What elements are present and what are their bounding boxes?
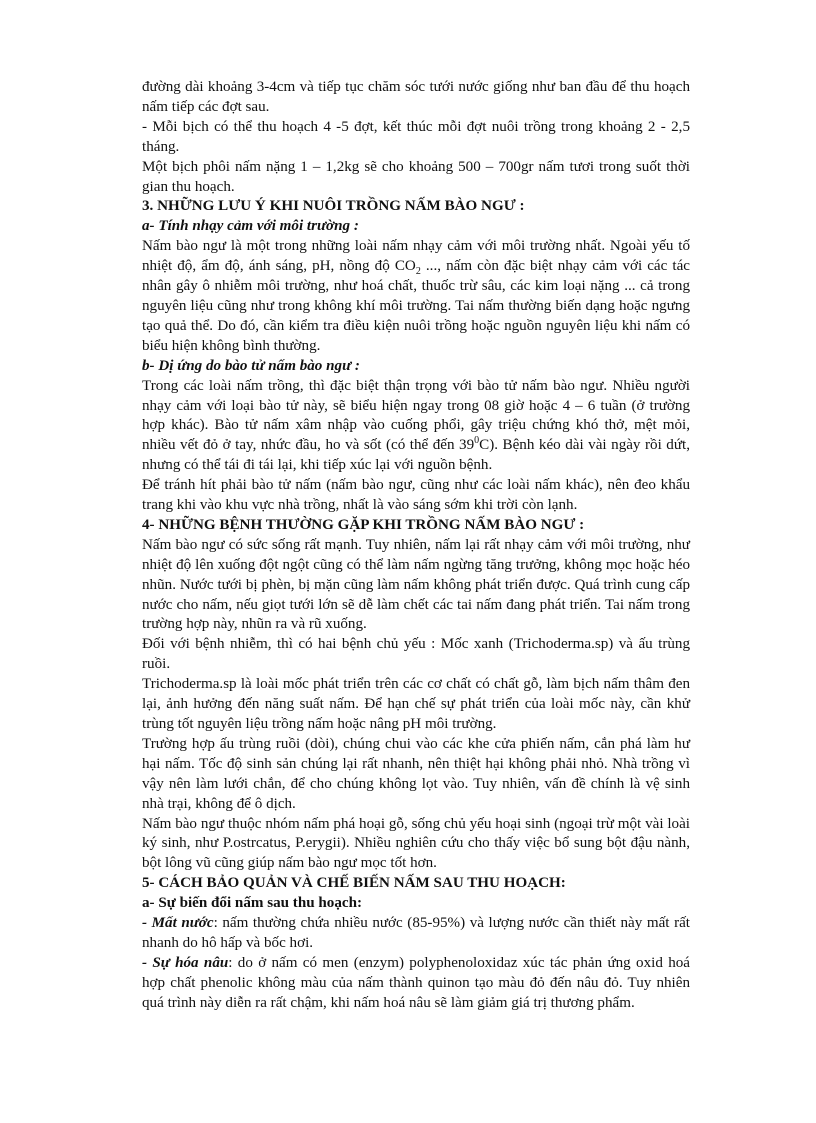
subheading-3b: b- Dị ứng do bào tử nấm bào ngư : [142,357,360,374]
section-heading-5: 5- CÁCH BẢO QUẢN VÀ CHẾ BIẾN NẤM SAU THU HOẠCH: [142,875,566,892]
paragraph: Trichoderma.sp là loài mốc phát triển trên các cơ chất có chất gỗ, làm bịch nấm thâm đen lại, ảnh hưởng đến năng suất nấm. Để hạn chế sự phát triển của loài mốc này, cần khử trùng tốt nguyên liệu trồng nấm hoặc nâng pH môi trường. [142,676,690,732]
term: - Mất nước [142,915,214,932]
paragraph: - Mỗi bịch có thể thu hoạch 4 -5 đợt, kết thúc mỗi đợt nuôi trồng trong khoảng 2 - 2,5 tháng. [142,118,690,155]
term: - Sự hóa nâu [142,954,229,971]
paragraph [142,237,690,356]
paragraph: Nấm bào ngư có sức sống rất mạnh. Tuy nhiên, nấm lại rất nhạy cảm với môi trường, như nhiệt độ lên xuống đột ngột cũng có thể làm nấm ngừng tăng trưởng, không mọc hoặc héo nhũn. Nước tưới bị phèn, bị mặn cũng làm nấm không phát triển được. Quá trình cung cấp nước cho nấm, nếu giọt tưới lớn sẽ dễ làm chết các tai nấm đang phát triển. Tai nấm trong trường hợp này, nhũn ra và rũ xuống. [142,536,690,633]
paragraph: Đối với bệnh nhiễm, thì có hai bệnh chủ yếu : Mốc xanh (Trichoderma.sp) và ấu trùng ruồi. [142,636,690,673]
section-heading-4: 4- NHỮNG BỆNH THƯỜNG GẶP KHI TRỒNG NẤM BÀO NGƯ : [142,516,585,533]
text-run: C). Bệnh kéo dài vài ngày rồi dứt, nhưng có thể tái đi tái lại, khi tiếp xúc lại với nguồn bệnh. [142,437,690,474]
paragraph: Để tránh hít phải bào tử nấm (nấm bào ngư, cũng như các loài nấm khác), nên đeo khẩu trang khi vào khu vực nhà trồng, nhất là vào sáng sớm khi trời còn lạnh. [142,477,690,514]
text-run: : nấm thường chứa nhiều nước (85-95%) và lượng nước cần thiết này mất rất nhanh do hô hấp và bốc hơi. [142,915,690,951]
paragraph [142,954,690,1014]
text-run: Nấm bào ngư là một trong những loài nấm nhạy cảm với môi trường nhất. Ngoài yếu tố nhiệt độ, ẩm độ, ánh sáng, pH, nồng độ CO [142,238,690,275]
superscript: 0 [474,435,480,447]
paragraph: Một bịch phôi nấm nặng 1 – 1,2kg sẽ cho khoảng 500 – 700gr nấm tươi trong suốt thời gian thu hoạch. [142,158,690,195]
text-run: Trong các loài nấm trồng, thì đặc biệt thận trọng với bào tử nấm bào ngư. Nhiều người nhạy cảm với loại bào tử này, sẽ biểu hiện ngay trong 08 giờ hoặc 4 – 6 tuần (ở trường hợp khác). Bào tử nấm xâm nhập vào cuống phổi, gây triệu chứng khó thở, mệt mỏi, nhiều vết đỏ ở tay, nhức đầu, ho và sốt (có thể đến 39 [142,377,690,454]
subscript: 2 [415,266,421,278]
document-page [142,78,690,1014]
paragraph: Nấm bào ngư thuộc nhóm nấm phá hoại gỗ, sống chủ yếu hoại sinh (ngoại trừ một vài loài ký sinh, như P.ostrcatus, P.erygii). Nhiều nghiên cứu cho thấy việc bổ sung bột đậu nành, bột lông vũ cũng giúp nấm bào ngư mọc tốt hơn. [142,815,690,872]
subheading-3a: a- Tính nhạy cảm với môi trường : [142,218,359,235]
paragraph: Trường hợp ấu trùng ruồi (dòi), chúng chui vào các khe cửa phiến nấm, cắn phá làm hư hại nấm. Tốc độ sinh sản chúng lại rất nhanh, nên thiệt hại không phải nhỏ. Nhà trồng vì vậy nên làm lưới chắn, để cho chúng không lọt vào. Tuy nhiên, vấn đề chính là vệ sinh nhà trại, không để ô dịch. [142,735,690,812]
text-run: ..., nấm còn đặc biệt nhạy cảm với các tác nhân gây ô nhiễm môi trường, như hoá chất, thuốc trừ sâu, các kim loại nặng ... cả trong nguyên liệu cũng như trong không khí môi trường. Tai nấm thường biến dạng hoặc ngưng tạo quả thể. Do đó, cần kiểm tra điều kiện nuôi trồng hoặc nguồn nguyên liệu khi nấm có biểu hiện không bình thường. [142,258,690,354]
paragraph: đường dài khoảng 3-4cm và tiếp tục chăm sóc tưới nước giống như ban đầu để thu hoạch nấm tiếp các đợt sau. [142,79,690,115]
paragraph [142,914,690,954]
subheading-5a: a- Sự biến đổi nấm sau thu hoạch: [142,895,363,912]
paragraph [142,377,690,477]
section-heading-3: 3. NHỮNG LƯU Ý KHI NUÔI TRỒNG NẤM BÀO NGƯ : [142,198,525,215]
text-run: : do ở nấm có men (enzym) polyphenoloxidaz xúc tác phản ứng oxid hoá hợp chất phenolic không màu của nấm thành quinon tạo màu đỏ đến nâu đỏ. Tuy nhiên quá trình này diễn ra rất chậm, khi nấm hoá nâu sẽ làm giảm giá trị thương phẩm. [142,954,691,1011]
